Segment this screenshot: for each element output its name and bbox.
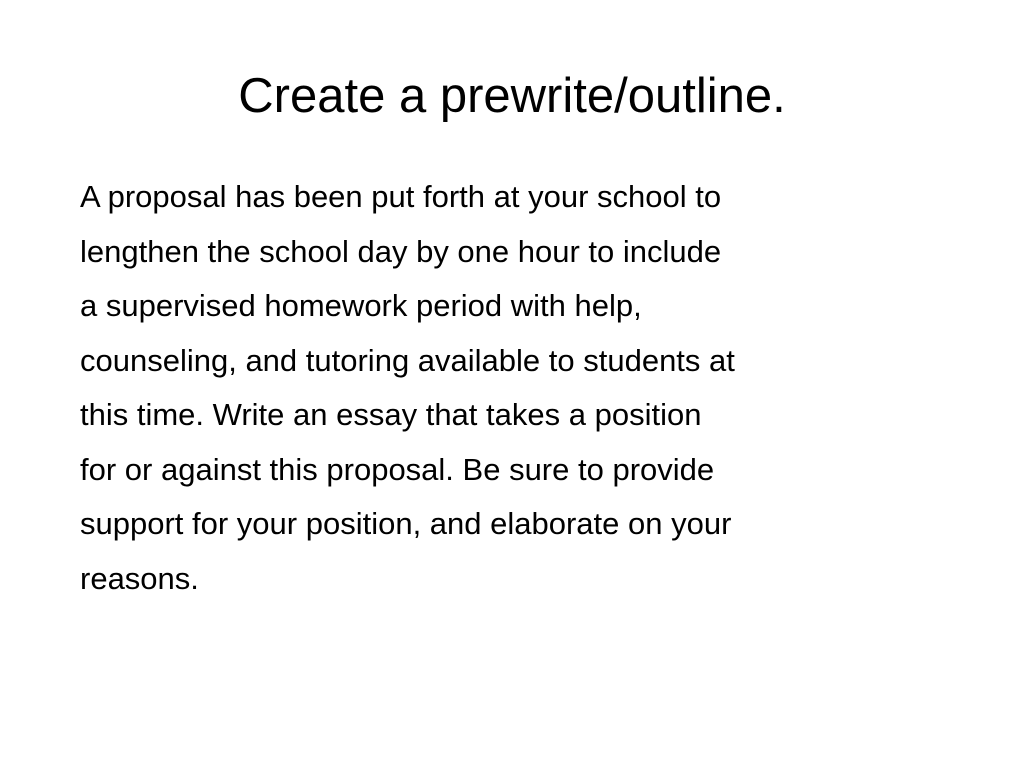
slide-title: Create a prewrite/outline.	[238, 69, 786, 123]
body-line: A proposal has been put forth at your school to	[80, 179, 722, 214]
body-line: support for your position, and elaborate on your	[80, 506, 732, 541]
body-line: reasons.	[80, 560, 199, 596]
body-line: this time. Write an essay that takes a position	[80, 397, 702, 432]
body-line: counseling, and tutoring available to students at	[80, 342, 735, 378]
body-line: for or against this proposal. Be sure to provide	[80, 451, 715, 487]
body-line: a supervised homework period with help,	[80, 288, 642, 323]
body-line: lengthen the school day by one hour to include	[80, 233, 722, 269]
slide-body-text	[80, 170, 980, 606]
